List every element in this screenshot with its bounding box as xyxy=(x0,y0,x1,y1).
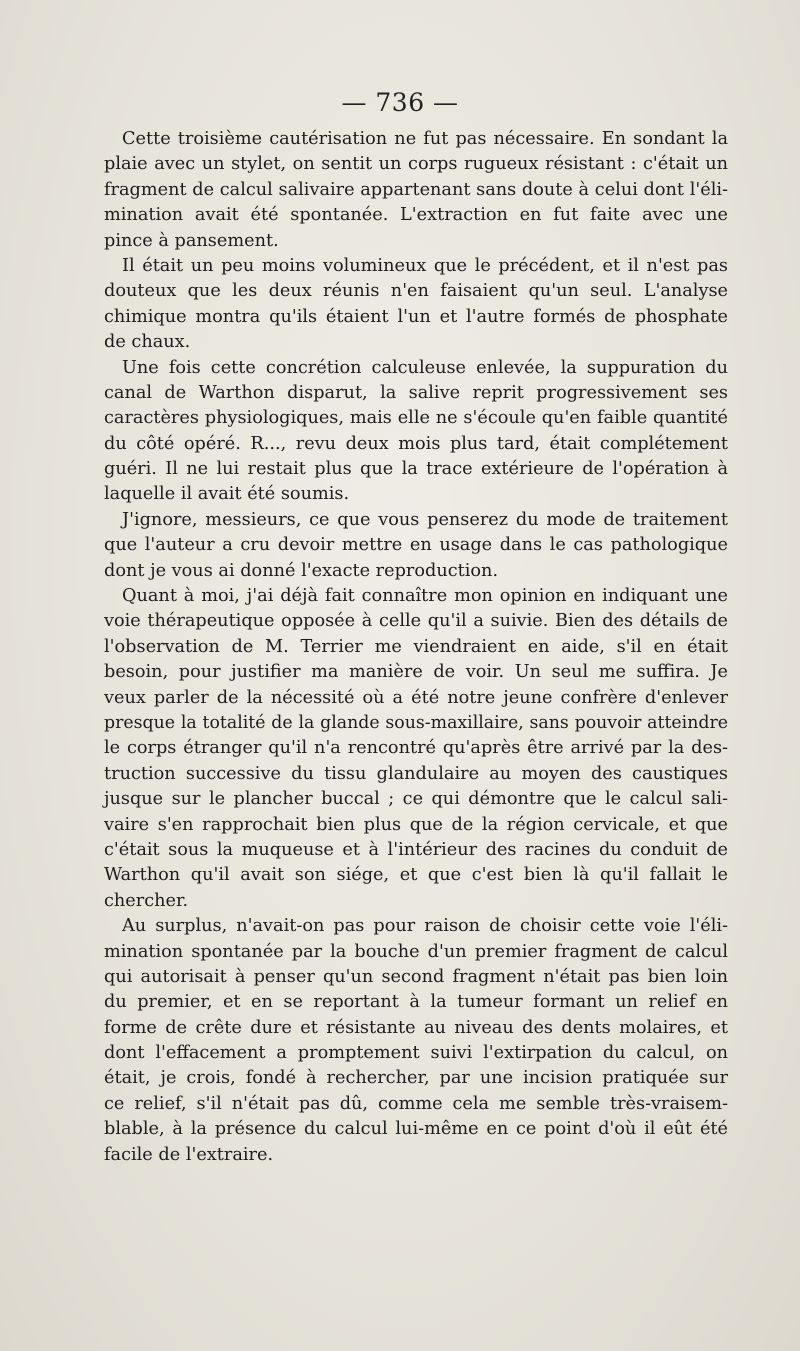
page-number: — 736 — xyxy=(341,88,459,117)
text-line: presque la totalité de la glande sous-maxillaire, sans pouvoir atteindre xyxy=(104,712,728,733)
text-line: laquelle il avait été soumis. xyxy=(104,484,350,505)
text-line: pince à pansement. xyxy=(104,230,279,251)
text-line: caractères physiologiques, mais elle ne s'écoule qu'en faible quantité xyxy=(104,408,728,429)
text-line: de chaux. xyxy=(104,332,191,353)
text-line: du premier, et en se reportant à la tumeur formant un relief en xyxy=(104,992,728,1013)
text-line: était, je crois, fondé à rechercher, par une incision pratiquée sur xyxy=(104,1068,728,1089)
text-line: blable, à la présence du calcul lui-même en ce point d'où il eût été xyxy=(104,1119,728,1140)
text-line: guéri. Il ne lui restait plus que la trace extérieure de l'opération à xyxy=(104,459,728,480)
text-line: mination spontanée par la bouche d'un premier fragment de calcul xyxy=(104,941,728,962)
text-line: facile de l'extraire. xyxy=(104,1144,274,1165)
text-line: besoin, pour justifier ma manière de voir. Un seul me suffira. Je xyxy=(104,662,728,683)
text-line: vaire s'en rapprochait bien plus que de la région cervicale, et que xyxy=(104,814,728,835)
text-line: douteux que les deux réunis n'en faisaient qu'un seul. L'analyse xyxy=(104,281,728,302)
text-line: J'ignore, messieurs, ce que vous penserez du mode de traitement xyxy=(122,509,728,530)
text-line: truction successive du tissu glandulaire au moyen des caustiques xyxy=(104,763,728,784)
text-line: le corps étranger qu'il n'a rencontré qu'après être arrivé par la des- xyxy=(104,738,728,759)
text-line: Quant à moi, j'ai déjà fait connaître mon opinion en indiquant une xyxy=(122,586,728,607)
text-line: ce relief, s'il n'était pas dû, comme cela me semble très-vraisem- xyxy=(104,1093,728,1114)
text-line: jusque sur le plancher buccal ; ce qui démontre que le calcul sali- xyxy=(104,789,728,810)
text-line: chimique montra qu'ils étaient l'un et l'autre formés de phosphate xyxy=(104,306,728,327)
text-line: Il était un peu moins volumineux que le précédent, et il n'est pas xyxy=(122,255,728,276)
text-line: fragment de calcul salivaire appartenant sans doute à celui dont l'éli- xyxy=(104,179,728,200)
text-line: Au surplus, n'avait-on pas pour raison de choisir cette voie l'éli- xyxy=(122,916,728,937)
text-line: que l'auteur a cru devoir mettre en usage dans le cas pathologique xyxy=(104,535,728,556)
body-text xyxy=(104,127,728,1168)
text-line: veux parler de la nécessité où a été notre jeune confrère d'enlever xyxy=(104,687,728,708)
text-line: Warthon qu'il avait son siége, et que c'est bien là qu'il fallait le xyxy=(104,865,728,886)
text-line: chercher. xyxy=(104,890,189,911)
text-line: Cette troisième cautérisation ne fut pas nécessaire. En sondant la xyxy=(122,129,728,149)
text-line: du côté opéré. R..., revu deux mois plus tard, était complétement xyxy=(104,433,728,454)
text-line: c'était sous la muqueuse et à l'intérieur des racines du conduit de xyxy=(104,839,728,860)
text-line: dont l'effacement a promptement suivi l'extirpation du calcul, on xyxy=(104,1043,728,1064)
text-line: plaie avec un stylet, on sentit un corps rugueux résistant : c'était un xyxy=(104,154,728,175)
text-line: voie thérapeutique opposée à celle qu'il a suivie. Bien des détails de xyxy=(104,611,728,632)
text-line: l'observation de M. Terrier me viendraient en aide, s'il en était xyxy=(104,636,728,657)
text-line: qui autorisait à penser qu'un second fragment n'était pas bien loin xyxy=(104,966,728,987)
text-line: Une fois cette concrétion calculeuse enlevée, la suppuration du xyxy=(122,357,728,378)
text-line: forme de crête dure et résistante au niveau des dents molaires, et xyxy=(104,1017,728,1038)
text-line: mination avait été spontanée. L'extraction en fut faite avec une xyxy=(104,205,728,226)
text-line: canal de Warthon disparut, la salive reprit progressivement ses xyxy=(104,382,728,403)
text-line: dont je vous ai donné l'exacte reproduction. xyxy=(104,560,499,581)
